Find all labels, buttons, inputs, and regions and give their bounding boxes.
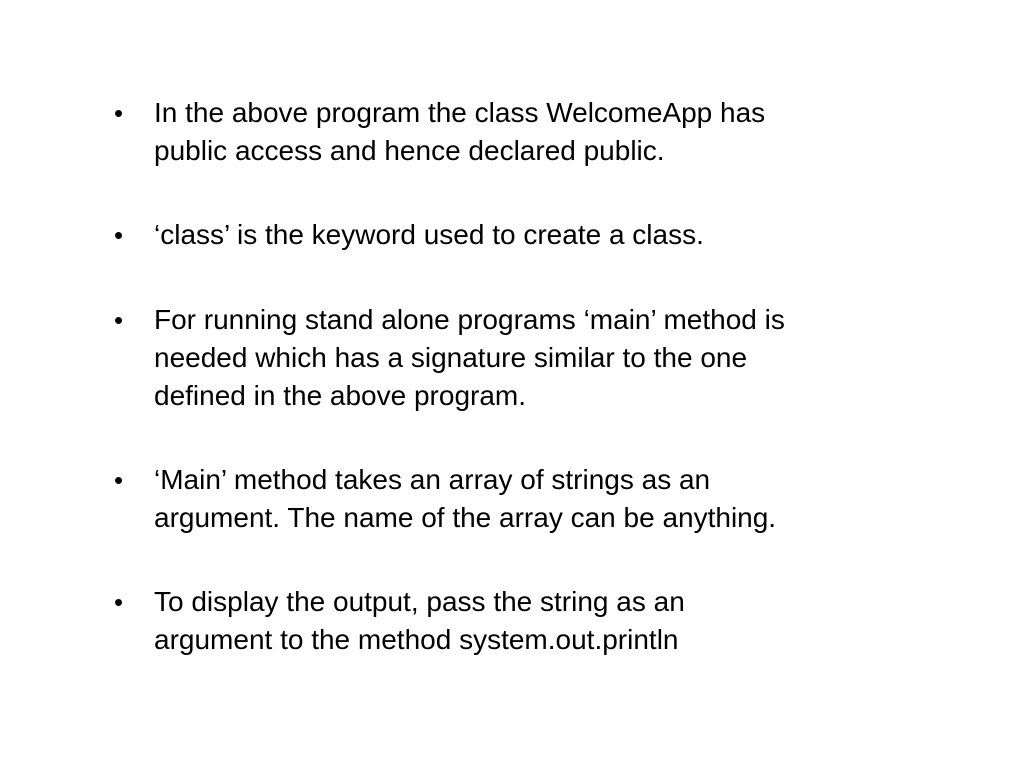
bullet-dot-icon: • (114, 220, 124, 250)
bullet-dot-icon: • (114, 305, 124, 335)
bullet-text: To display the output, pass the string as an argument to the method system.out.println (154, 586, 685, 655)
bullet-list (114, 94, 974, 705)
bullet-dot-icon: • (114, 98, 124, 128)
bullet-item-1 (114, 94, 974, 170)
bullet-text: In the above program the class WelcomeApp has public access and hence declared public. (154, 97, 766, 166)
bullet-item-4 (114, 461, 974, 537)
bullet-text: For running stand alone programs ‘main’ method is needed which has a signature similar to the one defined in the above program. (154, 304, 785, 411)
bullet-dot-icon: • (114, 587, 124, 617)
bullet-dot-icon: • (114, 465, 124, 495)
bullet-item-2 (114, 216, 974, 254)
bullet-item-5 (114, 583, 974, 659)
bullet-text: ‘Main’ method takes an array of strings as an argument. The name of the array can be anything. (154, 464, 777, 533)
bullet-item-3 (114, 301, 974, 415)
bullet-text: ‘class’ is the keyword used to create a class. (154, 219, 704, 250)
